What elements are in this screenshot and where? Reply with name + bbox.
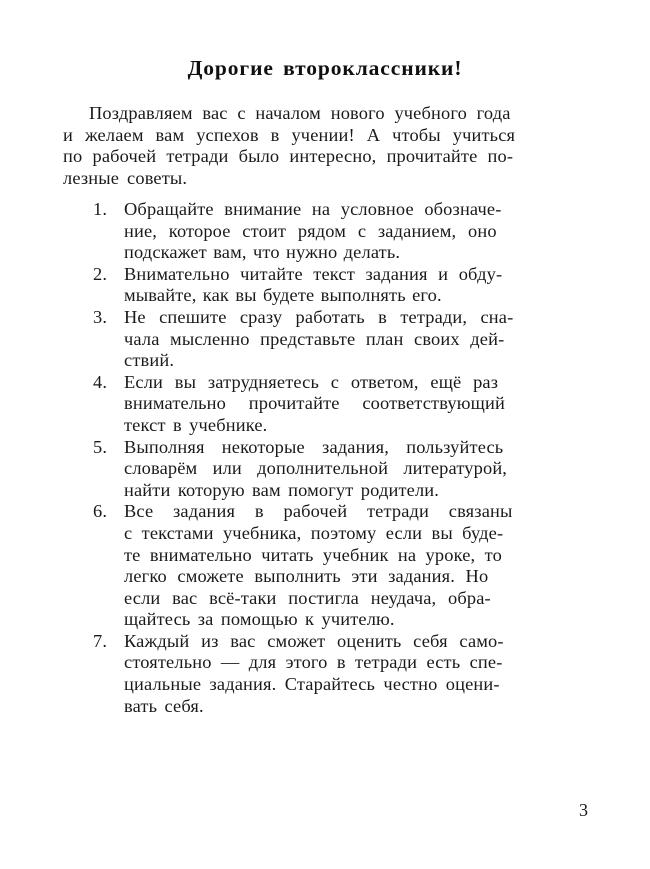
text-line: щайтесь за помощью к учителю. [124,609,395,630]
text-line: Все задания в рабочей тетради связаны [124,501,513,522]
list-item-number: 3. [93,306,108,327]
list-item [0,264,650,307]
text-line: стоятельно — для этого в тетради есть спе- [124,652,503,673]
list-item [0,199,650,264]
text-line: Если вы затрудняетесь с ответом, ещё раз [124,371,499,392]
list-item [0,437,650,502]
list-item-text [124,264,650,307]
text-line: Не спешите сразу работать в тетради, сна- [124,306,514,327]
text-line: легко сможете выполнить эти задания. Но [124,566,489,587]
text-line: текст в учебнике. [124,414,268,435]
intro-paragraph [63,103,589,189]
page-number: 3 [579,800,588,820]
text-line: ствий. [124,350,175,371]
list-item-text [124,199,650,264]
list-item-number: 5. [93,436,108,457]
text-line: словарём или дополнительной литературой, [124,458,508,479]
list-item [0,501,650,631]
text-line: чала мысленно представьте план своих дей- [124,328,505,349]
text-line: если вас всё-таки постигла неудача, обра- [124,587,491,608]
list-item-text [124,631,650,717]
intro-line: Поздравляем вас с началом нового учебного года [89,103,511,123]
list-item [0,307,650,372]
text-line: ние, которое стоит рядом с заданием, оно [124,220,497,241]
text-line: найти которую вам помогут родители. [124,479,440,500]
list-item-text [124,372,650,437]
list-item-number: 6. [93,501,108,522]
intro-line: по рабочей тетради было интересно, прочитайте по- [63,146,514,167]
list-item-number: 4. [93,371,108,392]
text-line: циальные задания. Старайтесь честно оцени- [124,674,500,695]
list-item-text [124,307,650,372]
text-line: внимательно прочитайте соответствующий [124,393,505,414]
list-item-number: 1. [93,199,108,219]
list-item-number: 2. [93,263,108,284]
text-line: Обращайте внимание на условное обозначе- [124,199,502,219]
list-item-number: 7. [93,630,108,651]
intro-line: и желаем вам успехов в учении! А чтобы учиться [63,124,516,145]
page-title: Дорогие второклассники! [187,56,463,80]
list-item-text [124,437,650,502]
text-line: вать себя. [124,695,204,716]
text-line: Выполняя некоторые задания, пользуйтесь [124,436,504,457]
text-line: Внимательно читайте текст задания и обду- [124,263,503,284]
text-line: Каждый из вас сможет оценить себя само- [124,630,504,651]
text-line: подскажет вам, что нужно делать. [124,242,401,263]
text-line: мывайте, как вы будете выполнять его. [124,285,442,306]
list-item [0,631,650,717]
advice-list [0,199,650,717]
intro-line: лезные советы. [63,167,188,188]
list-item [0,372,650,437]
text-line: с текстами учебника, поэтому если вы буде- [124,522,504,543]
list-item-text [124,501,650,631]
text-line: те внимательно читать учебник на уроке, то [124,544,502,565]
